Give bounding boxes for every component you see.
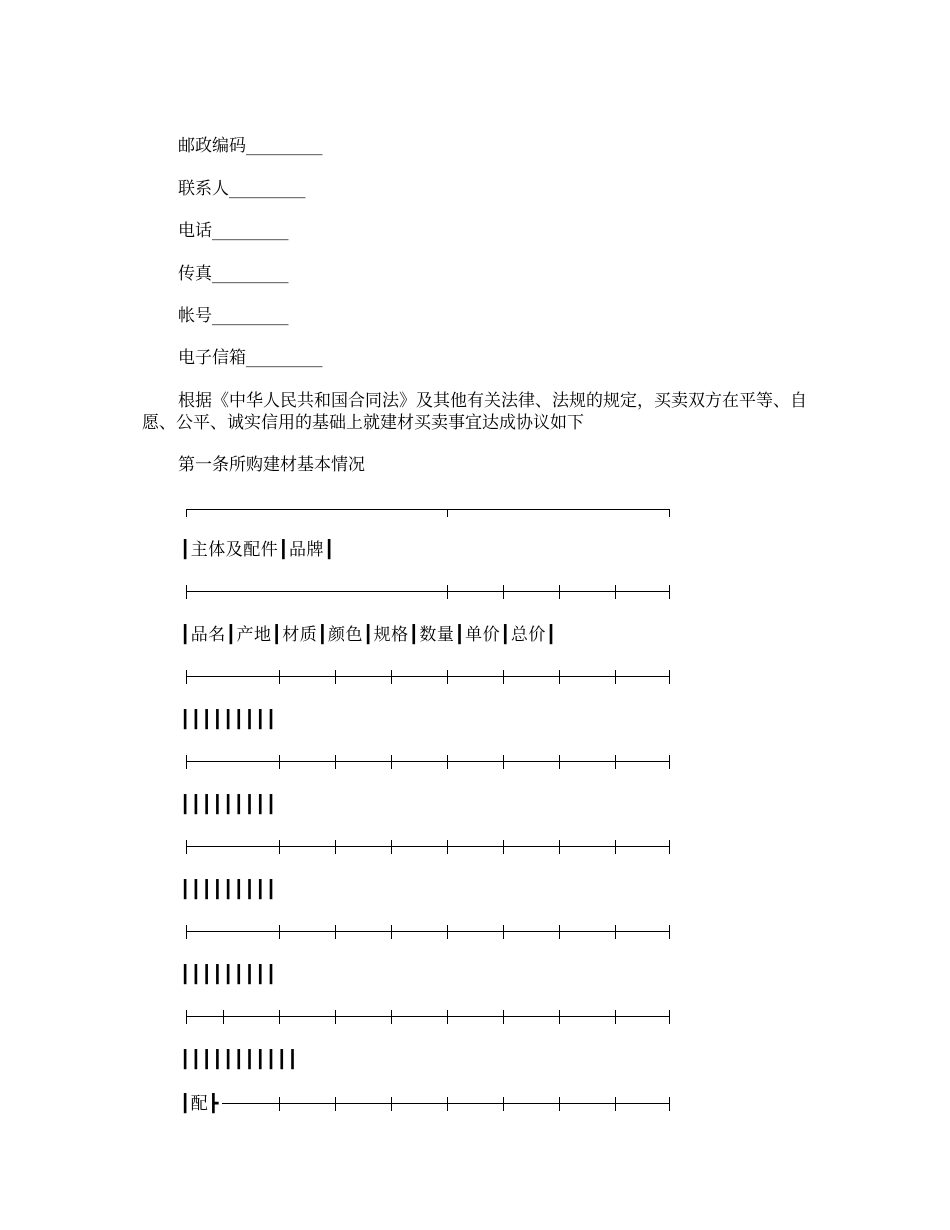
table-row: ┃┃┃┃┃┃┃┃┃ [180,795,277,815]
field-blank: _________ [212,221,289,241]
table-divider [186,670,670,684]
table-divider [186,925,670,939]
table-divider [186,1010,670,1024]
table-row: ┃┃┃┃┃┃┃┃┃┃┃ [180,1050,299,1070]
field-label: 联系人 [178,179,229,199]
table-divider [186,755,670,769]
field-blank: _________ [229,179,306,199]
field-label: 电话 [178,221,212,241]
table-header-row-1: ┃主体及配件┃品牌┃ [180,540,335,560]
field-label: 帐号 [178,306,212,326]
field-postal-code [178,136,323,156]
table-header-row-2: ┃品名┃产地┃材质┃颜色┃规格┃数量┃单价┃总价┃ [180,625,557,645]
table-divider [186,585,670,599]
table-row-partial [180,1094,219,1114]
field-account [178,306,289,326]
field-blank: _________ [246,348,323,368]
section-title: 第一条所购建材基本情况 [178,455,365,475]
table-row: ┃┃┃┃┃┃┃┃┃ [180,965,277,985]
table-row: ┃┃┃┃┃┃┃┃┃ [180,710,277,730]
field-fax [178,264,289,284]
table-cell-text: ┃配┣ [180,1094,219,1114]
field-email [178,348,323,368]
field-phone [178,221,289,241]
field-blank: _________ [212,264,289,284]
field-label: 邮政编码 [178,136,246,156]
field-blank: _________ [212,306,289,326]
intro-paragraph: 根据《中华人民共和国合同法》及其他有关法律、法规的规定，买卖双方在平等、自愿、公平、诚实信用的基础上就建材买卖事宜达成协议如下 [142,391,807,433]
field-blank: _________ [246,136,323,156]
field-label: 传真 [178,264,212,284]
field-label: 电子信箱 [178,348,246,368]
field-contact-person [178,179,306,199]
table-row: ┃┃┃┃┃┃┃┃┃ [180,880,277,900]
table-divider [222,1097,670,1111]
table-top-border [186,503,670,517]
table-divider [186,840,670,854]
